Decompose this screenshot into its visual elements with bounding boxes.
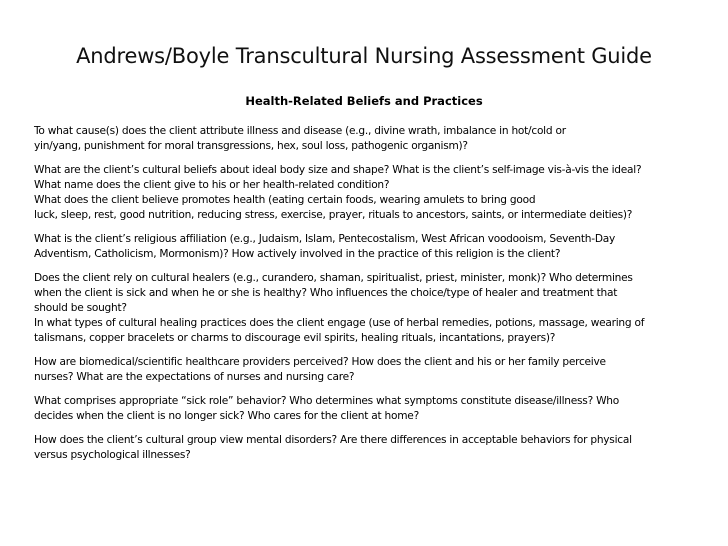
question-paragraph: What does the client believe promotes health (eating certain foods, wearing amulets to bring good luck, sleep, rest, good nutrition, reducing stress, exercise, prayer, rituals to ancestors, saints, or intermediate deities)? [34, 194, 633, 221]
question-paragraph: To what cause(s) does the client attribute illness and disease (e.g., divine wrath, imbalance in hot/cold or yin/yang, punishment for moral transgressions, hex, soul loss, pathogenic organism)? [34, 125, 566, 152]
question-paragraph: What are the client’s cultural beliefs about ideal body size and shape? What is the client’s self-image vis-à-vis the ideal? [34, 164, 642, 176]
question-list [34, 124, 714, 463]
question-paragraph: What is the client’s religious affiliation (e.g., Judaism, Islam, Pentecostalism, West African voodooism, Seventh-Day Adventism, Catholicism, Mormonism)? How actively involved in the practice of this religion is the client? [34, 233, 615, 260]
section-subtitle: Health-Related Beliefs and Practices [245, 94, 483, 108]
question-paragraph: What name does the client give to his or her health-related condition? [34, 179, 390, 191]
question-paragraph: How does the client’s cultural group view mental disorders? Are there differences in acceptable behaviors for physical versus psychological illnesses? [34, 434, 632, 461]
question-paragraph: Does the client rely on cultural healers (e.g., curandero, shaman, spiritualist, priest, minister, monk)? Who determines when the client is sick and when he or she is healthy? Who influences the choice/type of healer and treatment that should be sought? [34, 272, 633, 314]
page-title: Andrews/Boyle Transcultural Nursing Assessment Guide [76, 44, 652, 68]
question-paragraph: In what types of cultural healing practices does the client engage (use of herbal remedies, potions, massage, wearing of talismans, copper bracelets or charms to discourage evil spirits, healing rituals, incantations, prayers)? [34, 317, 645, 344]
question-paragraph: What comprises appropriate “sick role” behavior? Who determines what symptoms constitute disease/illness? Who decides when the client is no longer sick? Who cares for the client at home? [34, 395, 619, 422]
question-paragraph: How are biomedical/scientific healthcare providers perceived? How does the client and his or her family perceive nurses? What are the expectations of nurses and nursing care? [34, 356, 606, 383]
